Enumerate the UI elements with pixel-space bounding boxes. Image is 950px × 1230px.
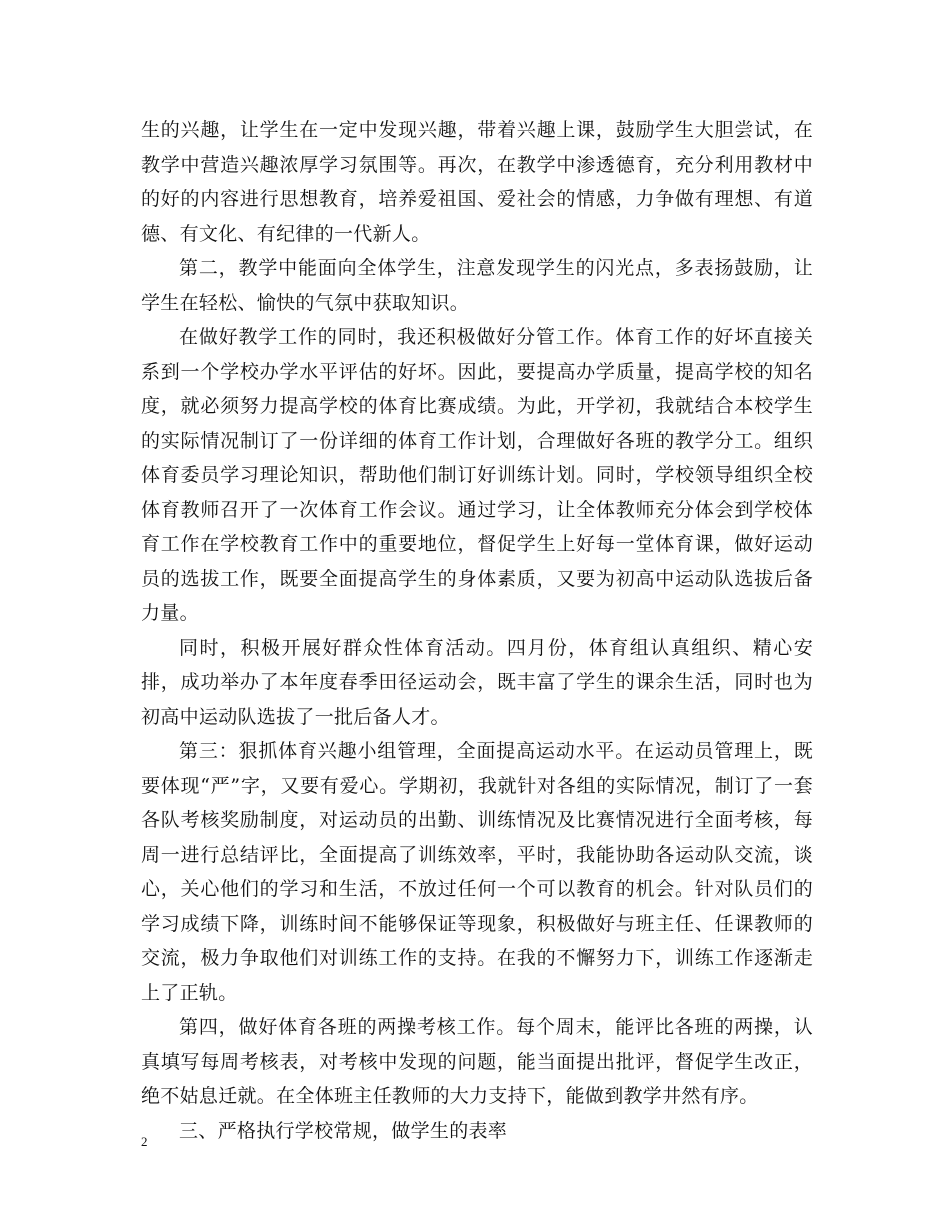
- paragraph-3: 在做好教学工作的同时，我还积极做好分管工作。体育工作的好坏直接关系到一个学校办学水平评估的好坏。因此，要提高办学质量，提高学校的知名度，就必须努力提高学校的体育比赛成绩。为此，开学初，我就结合本校学生的实际情况制订了一份详细的体育工作计划，合理做好各班的教学分工。组织体育委员学习理论知识，帮助他们制订好训练计划。同时，学校领导组织全校体育教师召开了一次体育工作会议。通过学习，让全体教师充分体会到学校体育工作在学校教育工作中的重要地位，督促学生上好每一堂体育课，做好运动员的选拔工作，既要全面提高学生的身体素质，又要为初高中运动队选拔后备力量。: [141, 326, 813, 624]
- paragraph-2: 第二，教学中能面向全体学生，注意发现学生的闪光点，多表扬鼓励，让学生在轻松、愉快的气氛中获取知识。: [141, 257, 813, 314]
- paragraph-5: 第三：狠抓体育兴趣小组管理，全面提高运动水平。在运动员管理上，既要体现“严”字，又要有爱心。学期初，我就针对各组的实际情况，制订了一套各队考核奖励制度，对运动员的出勤、训练情况及比赛情况进行全面考核，每周一进行总结评比，全面提高了训练效率，平时，我能协助各运动队交流，谈心，关心他们的学习和生活，不放过任何一个可以教育的机会。针对队员们的学习成绩下降，训练时间不能够保证等现象，积极做好与班主任、任课教师的交流，极力争取他们对训练工作的支持。在我的不懈努力下，训练工作逐渐走上了正轨。: [141, 740, 813, 1004]
- paragraph-6: 第四，做好体育各班的两操考核工作。每个周末，能评比各班的两操，认真填写每周考核表，对考核中发现的问题，能当面提出批评，督促学生改正，绝不姑息迁就。在全体班主任教师的大力支持下，能做到教学井然有序。: [141, 1016, 813, 1107]
- paragraph-1: 生的兴趣，让学生在一定中发现兴趣，带着兴趣上课，鼓励学生大胆尝试，在教学中营造兴趣浓厚学习氛围等。再次，在教学中渗透德育，充分利用教材中的好的内容进行思想教育，培养爱祖国、爱社会的情感，力争做有理想、有道德、有文化、有纪律的一代新人。: [141, 119, 813, 245]
- document-body: [141, 113, 813, 1148]
- paragraph-4: 同时，积极开展好群众性体育活动。四月份，体育组认真组织、精心安排，成功举办了本年度春季田径运动会，既丰富了学生的课余生活，同时也为初高中运动队选拔了一批后备人才。: [141, 636, 813, 728]
- page-number: 2: [141, 1134, 148, 1149]
- section-heading: 三、严格执行学校常规，做学生的表率: [179, 1119, 508, 1142]
